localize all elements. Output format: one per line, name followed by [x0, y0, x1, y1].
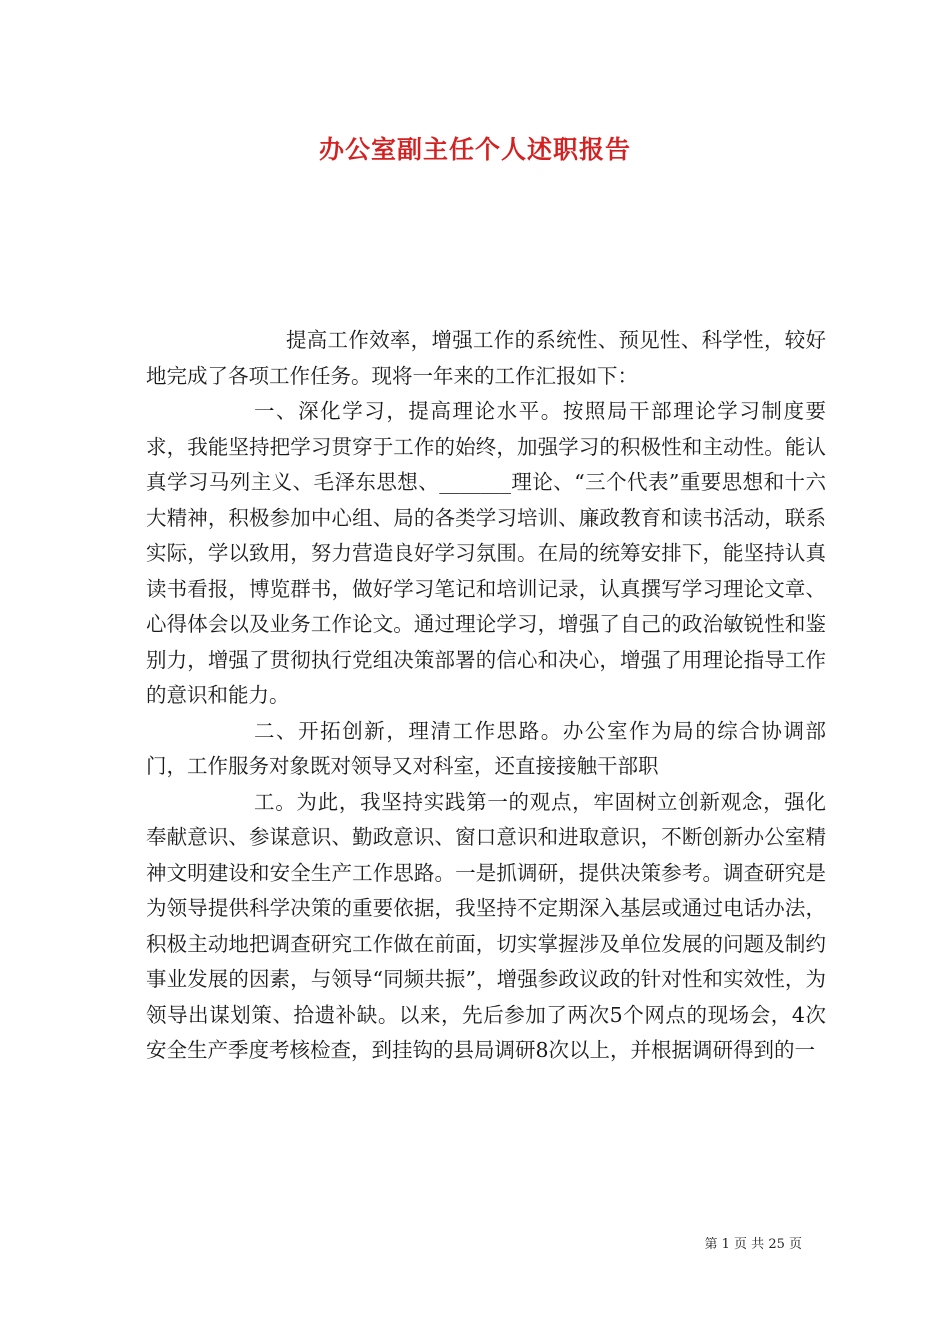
paragraph-section-one: 一、深化学习，提高理论水平。按照局干部理论学习制度要求，我能坚持把学习贯穿于工作的始终，加强学习的积极性和主动性。能认真学习马列主义、毛泽东思想、_______理论、“三个代表”重要思想和十六大精神，积极参加中心组、局的各类学习培训、廉政教育和读书活动，联系实际，学以致用，努力营造良好学习氛围。在局的统筹安排下，能坚持认真读书看报，博览群书，做好学习笔记和培训记录，认真撰写学习理论文章、心得体会以及业务工作论文。通过理论学习，增强了自己的政治敏锐性和鉴别力，增强了贯彻执行党组决策部署的信心和决心，增强了用理论指导工作的意识和能力。 — [146, 399, 826, 707]
page-number: 第 1 页 共 25 页 — [704, 1237, 802, 1252]
paragraph-intro: 提高工作效率，增强工作的系统性、预见性、科学性，较好地完成了各项工作任务。现将一年来的工作汇报如下： — [146, 328, 826, 388]
document-title: 办公室副主任个人述职报告 — [318, 135, 631, 164]
document-body — [146, 323, 826, 1069]
paragraph-section-two: 二、开拓创新，理清工作思路。办公室作为局的综合协调部门，工作服务对象既对领导又对科室，还直接接触干部职 — [146, 718, 826, 778]
paragraph-section-two-continued: 工。为此，我坚持实践第一的观点，牢固树立创新观念，强化奉献意识、参谋意识、勤政意识、窗口意识和进取意识，不断创新办公室精神文明建设和安全生产工作思路。一是抓调研，提供决策参考。调查研究是为领导提供科学决策的重要依据，我坚持不定期深入基层或通过电话办法，积极主动地把调查研究工作做在前面，切实掌握涉及单位发展的问题及制约事业发展的因素，与领导“同频共振”，增强参政议政的针对性和实效性，为领导出谋划策、拾遗补缺。以来，先后参加了两次5个网点的现场会，4次安全生产季度考核检查，到挂钩的县局调研8次以上，并根据调研得到的一 — [146, 789, 826, 1062]
